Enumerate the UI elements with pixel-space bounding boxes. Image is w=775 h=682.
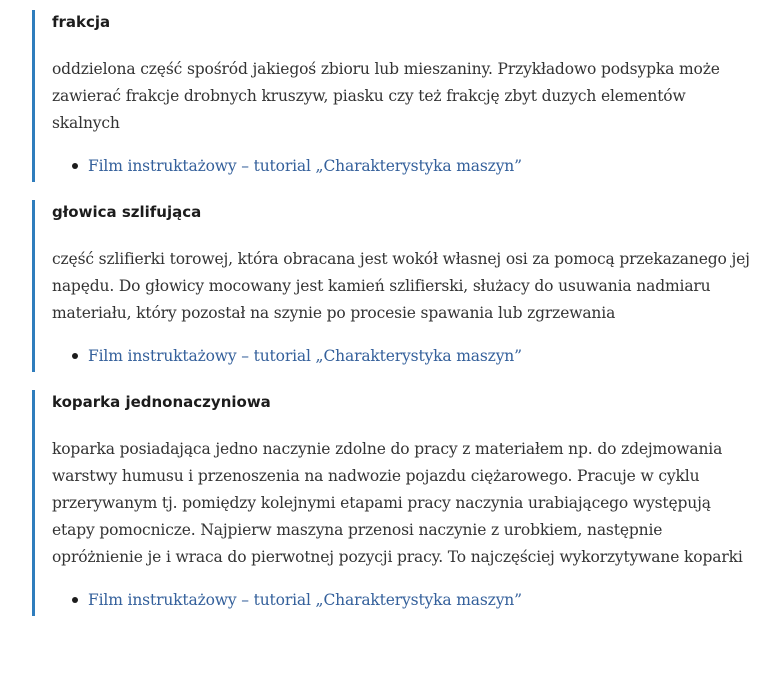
glossary-list [32, 10, 762, 634]
entry-term: głowica szlifująca [52, 203, 202, 221]
bullet-icon [72, 597, 78, 603]
entry-links-list [52, 153, 762, 182]
bullet-icon [72, 163, 78, 169]
glossary-entry-frakcja [32, 10, 762, 182]
entry-link-item [71, 153, 762, 182]
tutorial-link[interactable]: Film instruktażowy – tutorial „Charakterystyka maszyn” [88, 347, 522, 365]
entry-term: koparka jednonaczyniowa [52, 393, 271, 411]
entry-definition: koparka posiadająca jedno naczynie zdolne do pracy z materiałem np. do zdejmowania warstwy humusu i przenoszenia na nadwozie pojazdu ciężarowego. Pracuje w cyklu przerywanym tj. pomiędzy kolejnymi etapami pracy naczynia urabiającego występują etapy pomocnicze. Najpierw maszyna przenosi naczynie z urobkiem, następnie opróżnienie je i wraca do pierwotnej pozycji pracy. To najczęściej wykorzytywane koparki [52, 440, 743, 566]
entry-definition: część szlifierki torowej, która obracana jest wokół własnej osi za pomocą przekazanego jej napędu. Do głowicy mocowany jest kamień szlifierski, służacy do usuwania nadmiaru materiału, który pozostał na szynie po procesie spawania lub zgrzewania [52, 250, 750, 322]
glossary-entry-glowica-szlifujaca [32, 200, 762, 372]
bullet-icon [72, 353, 78, 359]
entry-definition: oddzielona część spośród jakiegoś zbioru lub mieszaniny. Przykładowo podsypka może zawierać frakcje drobnych kruszyw, piasku czy też frakcję zbyt duzych elementów skalnych [52, 60, 720, 132]
tutorial-link[interactable]: Film instruktażowy – tutorial „Charakterystyka maszyn” [88, 157, 522, 175]
entry-term: frakcja [52, 13, 111, 31]
entry-link-item [71, 587, 762, 616]
entry-link-item [71, 343, 762, 372]
entry-links-list [52, 587, 762, 616]
tutorial-link[interactable]: Film instruktażowy – tutorial „Charakterystyka maszyn” [88, 591, 522, 609]
entry-links-list [52, 343, 762, 372]
glossary-entry-koparka-jednonaczyniowa [32, 390, 762, 616]
